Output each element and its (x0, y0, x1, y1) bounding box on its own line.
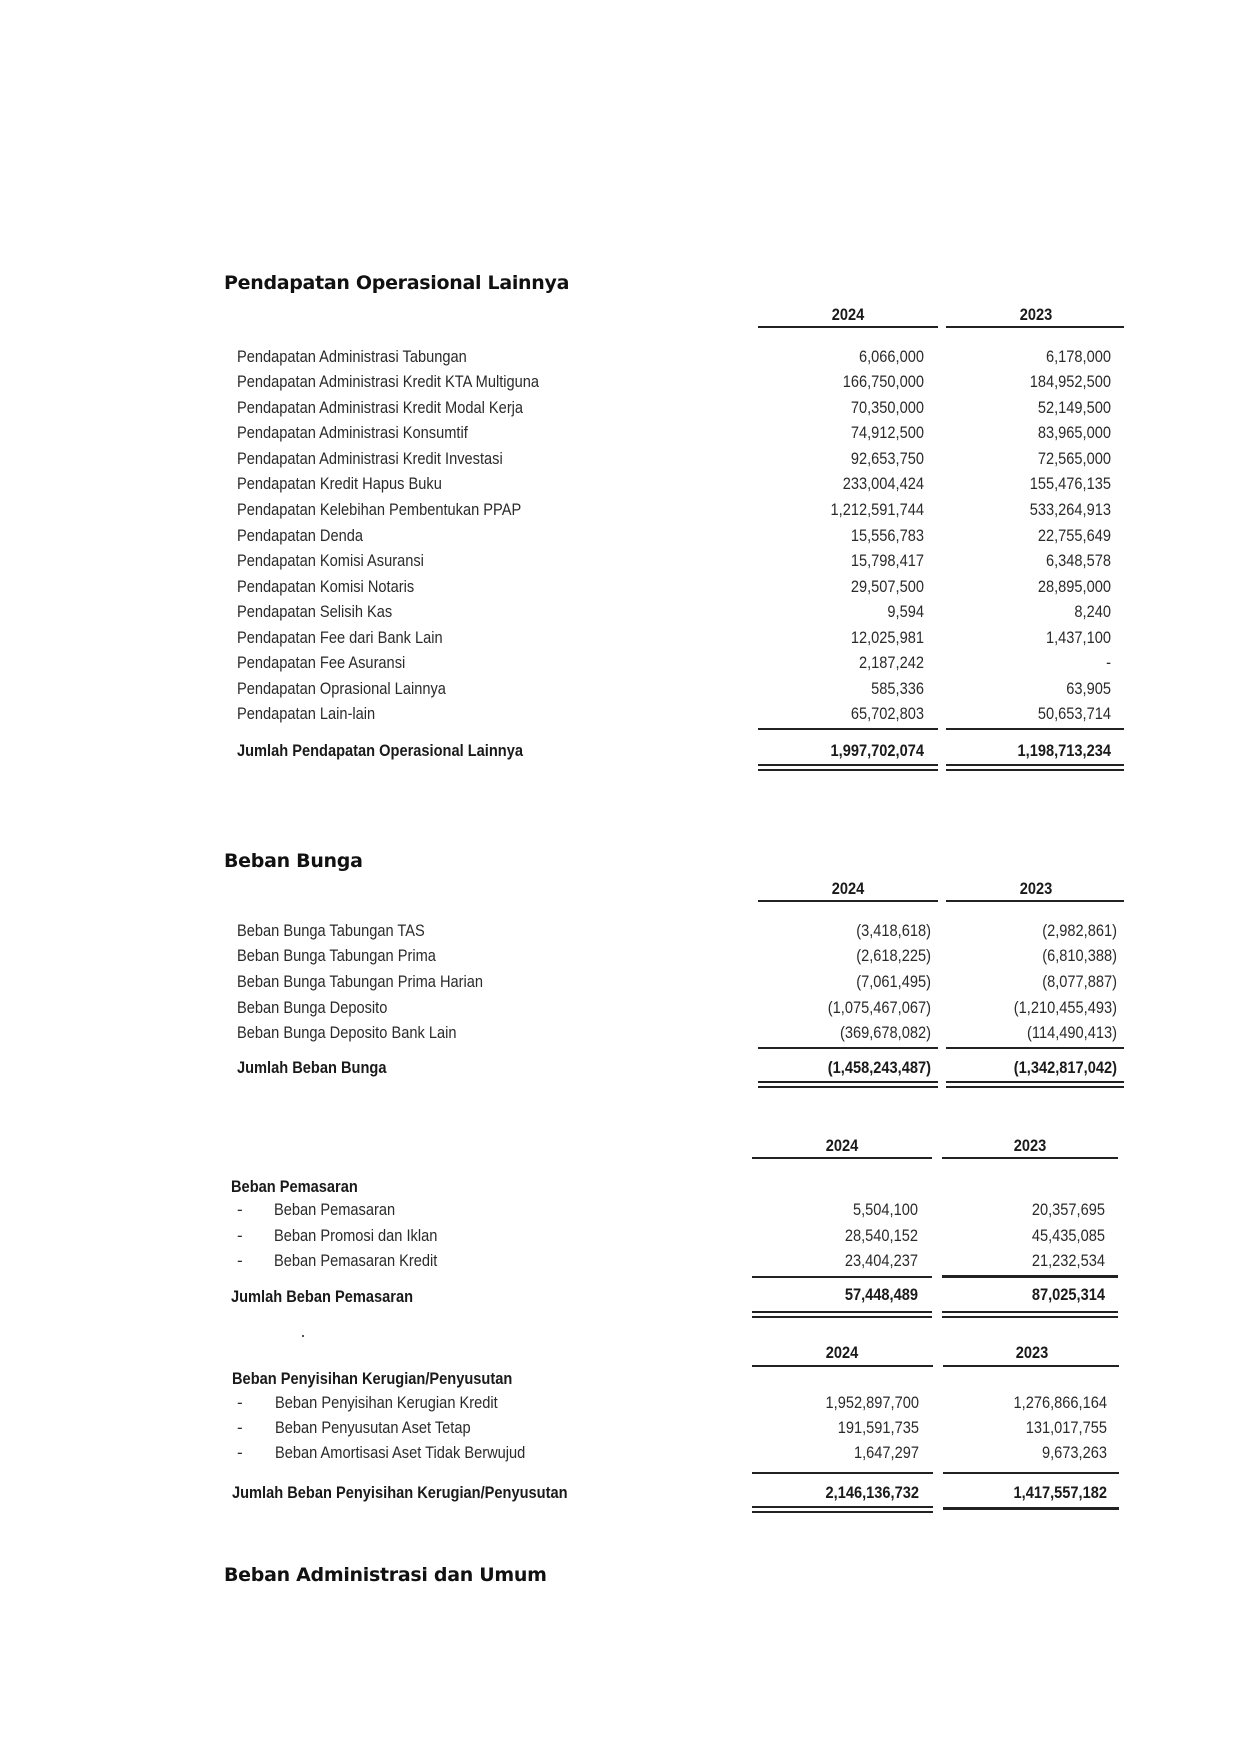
value-2024: 29,507,500 (850, 577, 924, 596)
row-label: Pendapatan Administrasi Kredit Investasi (237, 449, 503, 468)
value-2023: 21,232,534 (1031, 1251, 1105, 1270)
total-2024: 2,146,136,732 (825, 1483, 919, 1502)
row-label: Beban Bunga Deposito (237, 998, 388, 1017)
row-label: Pendapatan Administrasi Konsumtif (237, 423, 468, 442)
value-2023: 83,965,000 (1037, 423, 1111, 442)
total-label: Jumlah Pendapatan Operasional Lainnya (237, 741, 523, 760)
subtotal-line (752, 1276, 932, 1278)
value-2023: 6,348,578 (1045, 551, 1111, 570)
row-label: Beban Bunga Tabungan TAS (237, 921, 425, 940)
value-2024: 12,025,981 (850, 628, 924, 647)
total-double-underline (752, 1506, 933, 1513)
total-2023: 1,417,557,182 (1013, 1483, 1107, 1502)
header-underline (758, 900, 938, 902)
row-label: Pendapatan Komisi Asuransi (237, 551, 424, 570)
subtotal-line (946, 1047, 1124, 1049)
value-2023: - (1106, 653, 1111, 672)
stray-mark (302, 1335, 304, 1337)
row-label: Pendapatan Komisi Notaris (237, 577, 415, 596)
total-double-underline (758, 764, 938, 771)
subsection-heading: Beban Penyisihan Kerugian/Penyusutan (232, 1369, 513, 1388)
value-2024: 1,952,897,700 (825, 1393, 919, 1412)
row-label: Pendapatan Fee dari Bank Lain (237, 628, 443, 647)
row-label: Beban Bunga Tabungan Prima (237, 946, 436, 965)
value-2024: 6,066,000 (858, 347, 924, 366)
section-title: Beban Bunga (224, 850, 363, 872)
total-double-underline (942, 1311, 1118, 1318)
value-2023: 1,437,100 (1045, 628, 1111, 647)
bullet-dash: - (237, 1418, 243, 1437)
row-label: Beban Bunga Tabungan Prima Harian (237, 972, 484, 991)
value-2023: 184,952,500 (1029, 372, 1111, 391)
value-2023: 9,673,263 (1041, 1443, 1107, 1462)
column-header-2024: 2024 (825, 1136, 859, 1155)
column-header-2023: 2023 (1019, 879, 1053, 898)
value-2023: (1,210,455,493) (1013, 998, 1117, 1017)
column-header-2024: 2024 (825, 1343, 859, 1362)
value-2024: (7,061,495) (856, 972, 931, 991)
value-2024: (2,618,225) (856, 946, 931, 965)
value-2024: 74,912,500 (850, 423, 924, 442)
total-2023: 1,198,713,234 (1017, 741, 1111, 760)
value-2023: 72,565,000 (1037, 449, 1111, 468)
value-2024: 9,594 (887, 602, 924, 621)
value-2024: (1,075,467,067) (827, 998, 931, 1017)
row-label: Beban Promosi dan Iklan (274, 1226, 438, 1245)
bullet-dash: - (237, 1393, 243, 1412)
header-underline (946, 326, 1124, 328)
value-2023: 533,264,913 (1029, 500, 1111, 519)
header-underline (943, 1365, 1119, 1367)
bullet-dash: - (237, 1226, 243, 1245)
total-underline (943, 1507, 1119, 1510)
value-2024: 191,591,735 (837, 1418, 919, 1437)
value-2023: (6,810,388) (1042, 946, 1117, 965)
subtotal-line (758, 1047, 938, 1049)
row-label: Pendapatan Oprasional Lainnya (237, 679, 446, 698)
value-2024: 92,653,750 (850, 449, 924, 468)
value-2023: 8,240 (1074, 602, 1111, 621)
total-2023: (1,342,817,042) (1013, 1058, 1117, 1077)
row-label: Beban Amortisasi Aset Tidak Berwujud (275, 1443, 526, 1462)
value-2023: 20,357,695 (1031, 1200, 1105, 1219)
value-2023: 1,276,866,164 (1013, 1393, 1107, 1412)
section-title: Pendapatan Operasional Lainnya (224, 272, 570, 294)
value-2023: 155,476,135 (1029, 474, 1111, 493)
value-2023: 6,178,000 (1045, 347, 1111, 366)
row-label: Pendapatan Administrasi Kredit KTA Multiguna (237, 372, 540, 391)
subtotal-line (943, 1472, 1119, 1474)
total-label: Jumlah Beban Bunga (237, 1058, 387, 1077)
column-header-2024: 2024 (831, 879, 865, 898)
value-2023: (8,077,887) (1042, 972, 1117, 991)
subtotal-line (942, 1275, 1118, 1278)
value-2023: 28,895,000 (1037, 577, 1111, 596)
column-header-2024: 2024 (831, 305, 865, 324)
value-2024: 2,187,242 (858, 653, 924, 672)
value-2023: 131,017,755 (1025, 1418, 1107, 1437)
row-label: Beban Bunga Deposito Bank Lain (237, 1023, 457, 1042)
header-underline (752, 1365, 933, 1367)
total-label: Jumlah Beban Pemasaran (231, 1287, 414, 1306)
value-2024: 1,647,297 (853, 1443, 919, 1462)
value-2023: 45,435,085 (1031, 1226, 1105, 1245)
total-2024: 57,448,489 (844, 1285, 918, 1304)
value-2023: 22,755,649 (1037, 526, 1111, 545)
total-2024: (1,458,243,487) (827, 1058, 931, 1077)
value-2023: 52,149,500 (1037, 398, 1111, 417)
subsection-heading: Beban Pemasaran (231, 1177, 358, 1196)
total-2024: 1,997,702,074 (830, 741, 924, 760)
bullet-dash: - (237, 1200, 243, 1219)
row-label: Pendapatan Kelebihan Pembentukan PPAP (237, 500, 522, 519)
value-2024: 15,556,783 (850, 526, 924, 545)
value-2024: (3,418,618) (856, 921, 931, 940)
subtotal-line (752, 1472, 933, 1474)
value-2024: 166,750,000 (842, 372, 924, 391)
row-label: Pendapatan Fee Asuransi (237, 653, 406, 672)
column-header-2023: 2023 (1015, 1343, 1049, 1362)
row-label: Pendapatan Administrasi Kredit Modal Kerja (237, 398, 524, 417)
bullet-dash: - (237, 1443, 243, 1462)
value-2023: 50,653,714 (1037, 704, 1111, 723)
column-header-2023: 2023 (1013, 1136, 1047, 1155)
value-2024: 585,336 (871, 679, 924, 698)
total-double-underline (946, 1081, 1124, 1088)
row-label: Beban Pemasaran Kredit (274, 1251, 438, 1270)
subtotal-line (946, 728, 1124, 730)
column-header-2023: 2023 (1019, 305, 1053, 324)
header-underline (752, 1157, 932, 1159)
bullet-dash: - (237, 1251, 243, 1270)
value-2024: (369,678,082) (839, 1023, 931, 1042)
total-label: Jumlah Beban Penyisihan Kerugian/Penyusutan (232, 1483, 568, 1502)
header-underline (946, 900, 1124, 902)
row-label: Beban Penyisihan Kerugian Kredit (275, 1393, 498, 1412)
header-underline (758, 326, 938, 328)
row-label: Pendapatan Kredit Hapus Buku (237, 474, 442, 493)
total-2023: 87,025,314 (1031, 1285, 1105, 1304)
row-label: Beban Penyusutan Aset Tetap (275, 1418, 471, 1437)
total-double-underline (758, 1081, 938, 1088)
value-2024: 70,350,000 (850, 398, 924, 417)
value-2024: 65,702,803 (850, 704, 924, 723)
value-2024: 233,004,424 (842, 474, 924, 493)
row-label: Pendapatan Selisih Kas (237, 602, 393, 621)
value-2024: 28,540,152 (844, 1226, 918, 1245)
subtotal-line (758, 728, 938, 730)
value-2023: (114,490,413) (1027, 1023, 1117, 1042)
value-2023: (2,982,861) (1042, 921, 1117, 940)
value-2024: 5,504,100 (852, 1200, 918, 1219)
section-title: Beban Administrasi dan Umum (224, 1564, 547, 1586)
total-double-underline (946, 764, 1124, 771)
value-2024: 15,798,417 (850, 551, 924, 570)
row-label: Pendapatan Administrasi Tabungan (237, 347, 467, 366)
row-label: Pendapatan Denda (237, 526, 364, 545)
value-2024: 23,404,237 (844, 1251, 918, 1270)
total-double-underline (752, 1311, 932, 1318)
row-label: Beban Pemasaran (274, 1200, 396, 1219)
value-2023: 63,905 (1066, 679, 1111, 698)
row-label: Pendapatan Lain-lain (237, 704, 376, 723)
value-2024: 1,212,591,744 (830, 500, 924, 519)
header-underline (942, 1157, 1118, 1159)
